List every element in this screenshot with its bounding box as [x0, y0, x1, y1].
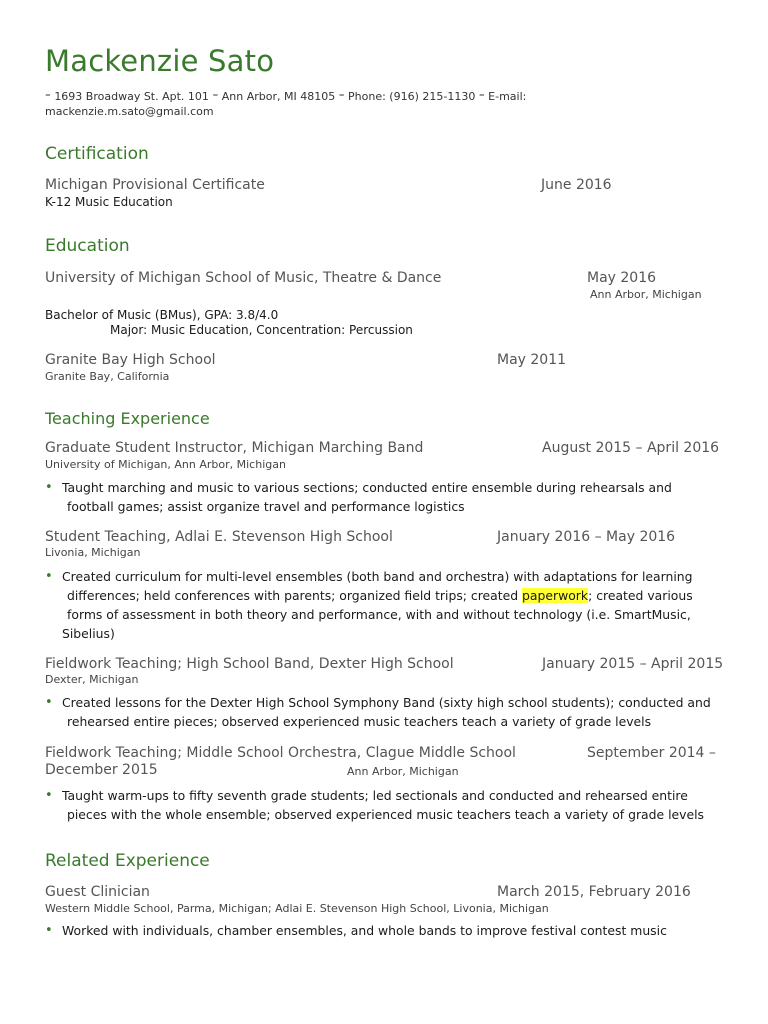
- job-date: January 2015 – April 2015: [542, 656, 724, 672]
- list-item: [45, 567, 752, 643]
- bullet-icon: •: [45, 569, 53, 584]
- list-item: [45, 693, 752, 731]
- list-item: [45, 478, 752, 516]
- list-item: [45, 786, 752, 824]
- education-location: Ann Arbor, Michigan: [590, 288, 702, 301]
- job-location: Livonia, Michigan: [45, 546, 141, 559]
- certification-title: Michigan Provisional Certificate: [45, 177, 265, 193]
- bullet-text: Sibelius): [62, 626, 115, 641]
- bullet-icon: •: [45, 480, 53, 495]
- education-date: May 2011: [497, 352, 567, 368]
- certification-date: June 2016: [541, 177, 612, 193]
- teaching-heading: Teaching Experience: [45, 409, 210, 428]
- separator: ⁼: [478, 90, 485, 103]
- city: Ann Arbor, MI 48105: [221, 90, 336, 103]
- job-date: January 2016 – May 2016: [497, 529, 676, 545]
- separator: ⁼: [45, 90, 51, 103]
- job-location: Ann Arbor, Michigan: [347, 765, 459, 778]
- bullet-icon: •: [45, 923, 53, 938]
- bullet-text: Taught marching and music to various sections; conducted entire ensemble during rehearsals and: [62, 480, 672, 495]
- job-location: University of Michigan, Ann Arbor, Michigan: [45, 458, 286, 471]
- job-date: September 2014 –: [587, 745, 716, 761]
- job-date: March 2015, February 2016: [497, 884, 691, 900]
- separator: ⁼: [212, 90, 219, 103]
- email-link[interactable]: mackenzie.m.sato@gmail.com: [45, 105, 214, 118]
- education-date: May 2016: [587, 270, 657, 286]
- job-title: Guest Clinician: [45, 884, 150, 900]
- bullet-text: football games; assist organize travel and performance logistics: [67, 499, 465, 514]
- bullet-text: Created curriculum for multi-level ensembles (both band and orchestra) with adaptations for learning: [62, 569, 693, 584]
- separator: ⁼: [338, 90, 345, 103]
- bullet-text: rehearsed entire pieces; observed experienced music teachers teach a variety of grade levels: [67, 714, 652, 729]
- highlighted-text: paperwork: [522, 588, 589, 603]
- education-location: Granite Bay, California: [45, 370, 170, 383]
- resume-name: Mackenzie Sato: [45, 44, 275, 78]
- education-heading: Education: [45, 236, 130, 256]
- bullet-text: Created lessons for the Dexter High School Symphony Band (sixty high school students); conducted and: [62, 695, 711, 710]
- job-title: Student Teaching, Adlai E. Stevenson High School: [45, 529, 393, 545]
- bullet-text: Taught warm-ups to fifty seventh grade students; led sectionals and conducted and rehearsed entire: [62, 788, 688, 803]
- bullet-icon: •: [45, 695, 53, 710]
- certification-heading: Certification: [45, 144, 149, 164]
- job-date: August 2015 – April 2016: [542, 440, 720, 456]
- bullet-icon: •: [45, 788, 53, 803]
- email-label: E-mail:: [488, 90, 527, 103]
- bullet-text: Worked with individuals, chamber ensembles, and whole bands to improve festival contest music: [62, 923, 667, 938]
- job-title: Fieldwork Teaching; Middle School Orchestra, Clague Middle School: [45, 745, 516, 761]
- bullet-text: ; created various: [588, 588, 693, 603]
- job-date-end: December 2015: [45, 762, 158, 778]
- education-school: Granite Bay High School: [45, 352, 216, 368]
- education-school: University of Michigan School of Music, Theatre & Dance: [45, 270, 442, 286]
- job-location: Western Middle School, Parma, Michigan; Adlai E. Stevenson High School, Livonia, Michigan: [45, 902, 549, 915]
- education-degree: Bachelor of Music (BMus), GPA: 3.8/4.0: [45, 308, 279, 322]
- related-heading: Related Experience: [45, 851, 210, 871]
- contact-info: [45, 89, 645, 119]
- education-major: Major: Music Education, Concentration: Percussion: [110, 323, 413, 337]
- bullet-text: differences; held conferences with parents; organized field trips; created: [67, 588, 523, 603]
- job-title: Fieldwork Teaching; High School Band, Dexter High School: [45, 656, 454, 672]
- bullet-text: pieces with the whole ensemble; observed experienced music teachers teach a variety of grade levels: [67, 807, 704, 822]
- bullet-text: forms of assessment in both theory and performance, with and without technology (i.e. SmartMusic,: [67, 607, 691, 622]
- certification-detail: K-12 Music Education: [45, 195, 173, 209]
- job-location: Dexter, Michigan: [45, 673, 139, 686]
- address: 1693 Broadway St. Apt. 101: [54, 90, 209, 103]
- list-item: [45, 921, 752, 940]
- phone: Phone: (916) 215-1130: [348, 90, 476, 103]
- job-title: Graduate Student Instructor, Michigan Marching Band: [45, 440, 424, 456]
